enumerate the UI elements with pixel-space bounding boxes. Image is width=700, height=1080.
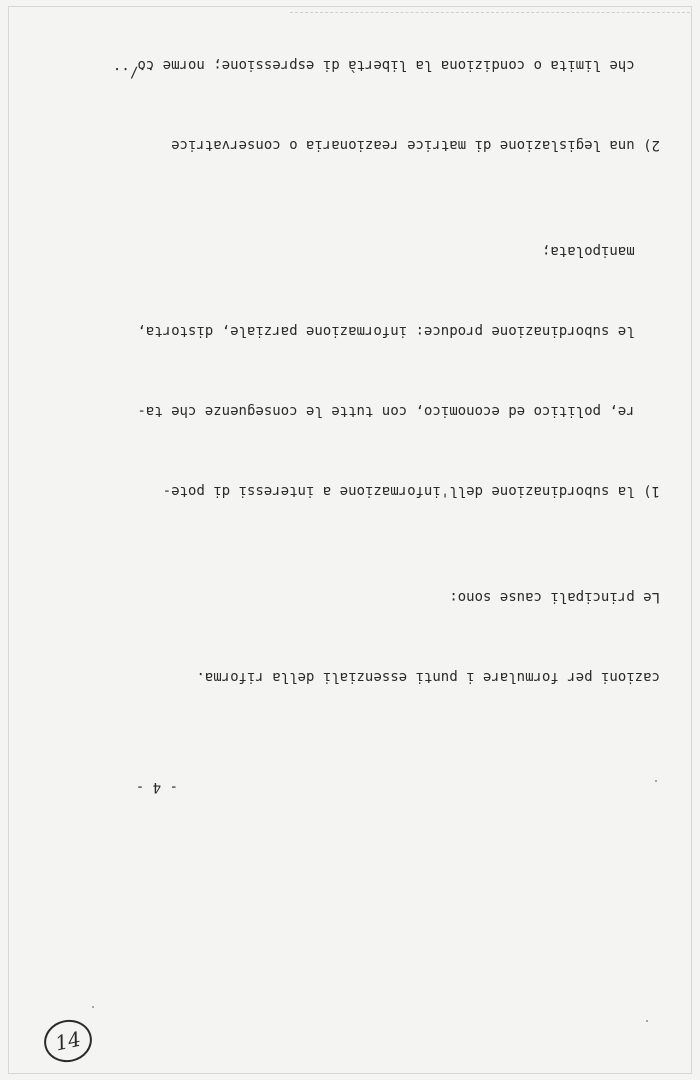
scan-speck <box>92 1006 94 1008</box>
intro-line: Le principali cause sono: <box>449 589 660 606</box>
cause-1-line: le subordinazione produce: informazione parziale, distorta, <box>137 323 660 340</box>
intro-line: cazioni per formulare i punti essenziali della riforma. <box>196 668 660 685</box>
handwritten-page-stamp: 14 <box>40 1015 96 1066</box>
cause-2-line: 2) una legislazione di matrice reazionaria o conservatrice <box>171 136 660 153</box>
scan-speck <box>646 1020 648 1022</box>
body-text <box>137 0 660 743</box>
scan-speck <box>655 780 657 782</box>
cause-1-line: 1) la subordinazione dell'informazione a interessi di pote- <box>162 482 660 499</box>
cause-1-line: manipolata; <box>541 243 660 260</box>
continuation-mark: ../.. <box>112 64 155 80</box>
cause-2-line: che limita o condiziona la libertà di espressione; norme co <box>137 57 660 74</box>
cause-1-line: re, politico ed economico, con tutte le conseguenze che ta- <box>137 402 660 419</box>
page-number: - 4 - <box>135 779 178 795</box>
